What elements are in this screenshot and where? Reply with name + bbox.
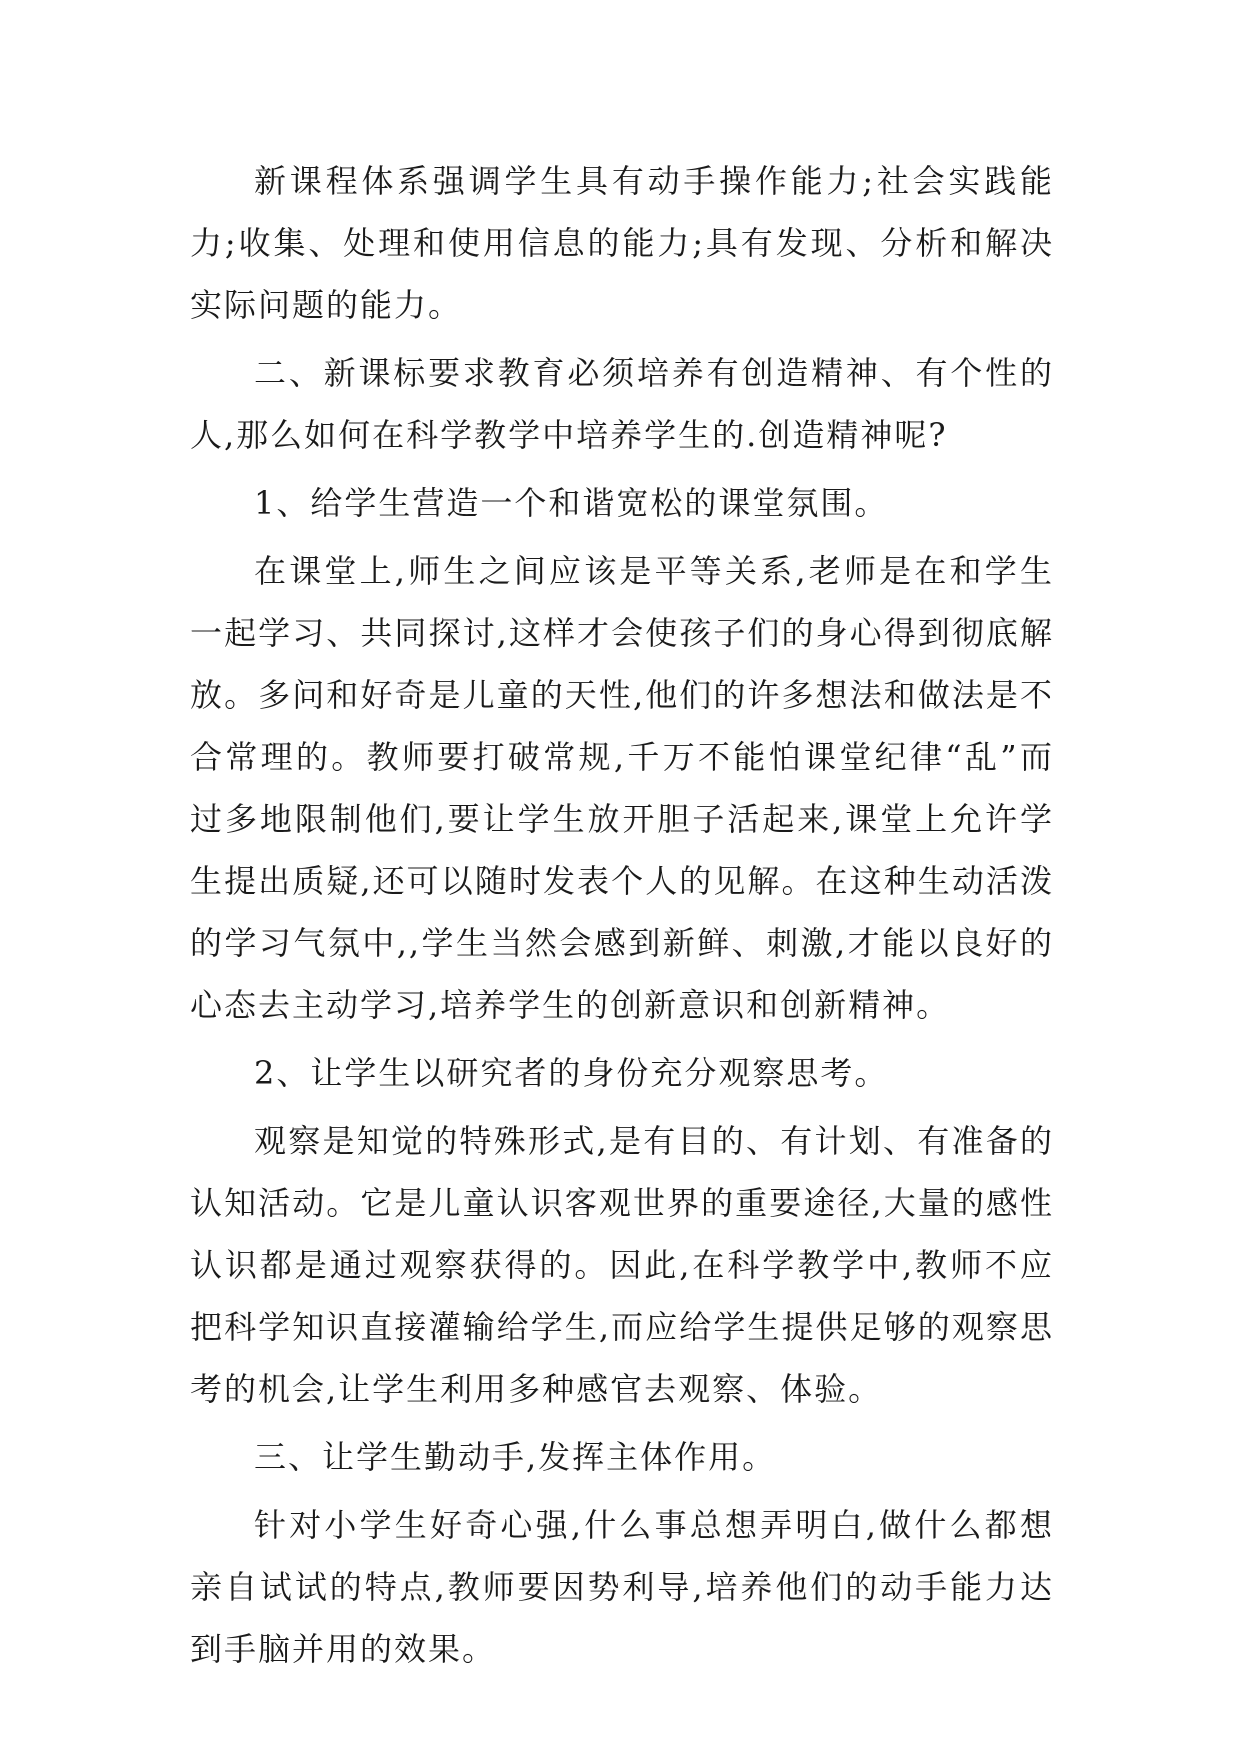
document-body [190,150,1054,1686]
section-heading: 三、让学生勤动手,发挥主体作用。 [254,1438,777,1476]
section-heading: 二、新课标要求教育必须培养有创造精神、有个性的人,那么如何在科学教学中培养学生的.创造精神呢? [190,354,1054,454]
subsection-heading: 2、让学生以研究者的身份充分观察思考。 [254,1054,889,1092]
paragraph: 在课堂上,师生之间应该是平等关系,老师是在和学生一起学习、共同探讨,这样才会使孩子们的身心得到彻底解放。多问和好奇是儿童的天性,他们的许多想法和做法是不合常理的。教师要打破常规,千万不能怕课堂纪律“乱”而过多地限制他们,要让学生放开胆子活起来,课堂上允许学生提出质疑,还可以随时发表个人的见解。在这种生动活泼的学习气氛中,,学生当然会感到新鲜、刺激,才能以良好的心态去主动学习,培养学生的创新意识和创新精神。 [190,552,1054,1024]
subsection-heading: 1、给学生营造一个和谐宽松的课堂氛围。 [254,484,889,522]
paragraph: 新课程体系强调学生具有动手操作能力;社会实践能力;收集、处理和使用信息的能力;具有发现、分析和解决实际问题的能力。 [190,162,1054,324]
paragraph: 针对小学生好奇心强,什么事总想弄明白,做什么都想亲自试试的特点,教师要因势利导,培养他们的动手能力达到手脑并用的效果。 [190,1506,1054,1668]
paragraph: 观察是知觉的特殊形式,是有目的、有计划、有准备的认知活动。它是儿童认识客观世界的重要途径,大量的感性认识都是通过观察获得的。因此,在科学教学中,教师不应把科学知识直接灌输给学生,而应给学生提供足够的观察思考的机会,让学生利用多种感官去观察、体验。 [190,1122,1054,1408]
